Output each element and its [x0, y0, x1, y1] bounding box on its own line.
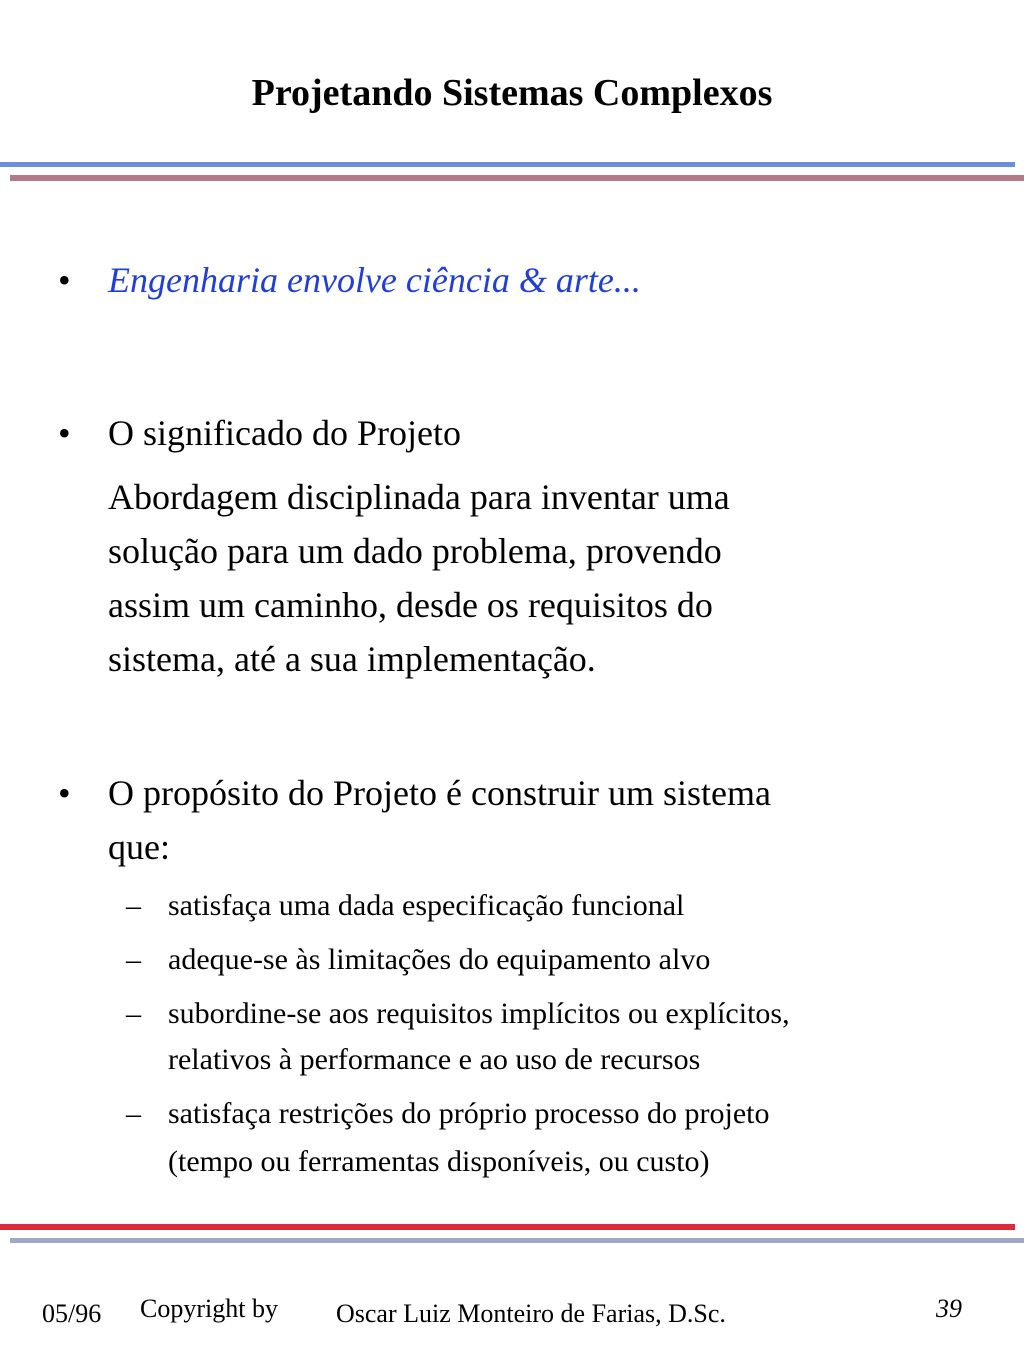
bottom-divider-gray [10, 1238, 1024, 1243]
bullet-text: Engenharia envolve ciência & arte... [108, 260, 641, 300]
bullet-continuation-line: assim um caminho, desde os requisitos do [108, 585, 713, 625]
sub-bullet-marker: – [126, 997, 141, 1030]
bottom-divider-red [0, 1224, 1015, 1230]
bullet-marker: • [58, 260, 71, 300]
bullet-continuation-line: solução para um dado problema, provendo [108, 531, 722, 571]
sub-item-text: subordine-se aos requisitos implícitos ou explícitos, [168, 997, 790, 1030]
footer-author: Oscar Luiz Monteiro de Farias, D.Sc. [336, 1299, 726, 1328]
sub-item-text: satisfaça uma dada especificação funcional [168, 889, 685, 922]
slide-title: Projetando Sistemas Complexos [251, 72, 773, 114]
bullet-text: O propósito do Projeto é construir um sistema [108, 773, 771, 813]
page-number: 39 [936, 1294, 962, 1323]
sub-item-text: satisfaça restrições do próprio processo do projeto [168, 1097, 770, 1130]
bullet-text: O significado do Projeto [108, 413, 461, 453]
sub-bullet-marker: – [126, 943, 141, 976]
bullet-continuation-line: sistema, até a sua implementação. [108, 639, 596, 679]
sub-item-text: (tempo ou ferramentas disponíveis, ou custo) [168, 1145, 710, 1178]
sub-item-text: adeque-se às limitações do equipamento alvo [168, 943, 711, 976]
bullet-marker: • [58, 413, 71, 453]
footer-date: 05/96 [42, 1299, 102, 1328]
sub-item-text: relativos à performance e ao uso de recursos [168, 1043, 701, 1076]
bullet-marker: • [58, 773, 71, 813]
sub-bullet-marker: – [126, 1097, 141, 1130]
bullet-continuation-line: Abordagem disciplinada para inventar uma [108, 477, 730, 517]
footer-copyright: Copyright by [140, 1294, 278, 1323]
top-divider-blue [0, 162, 1015, 167]
top-divider-mauve [10, 175, 1024, 181]
sub-bullet-marker: – [126, 889, 141, 922]
bullet-text: que: [108, 827, 170, 867]
